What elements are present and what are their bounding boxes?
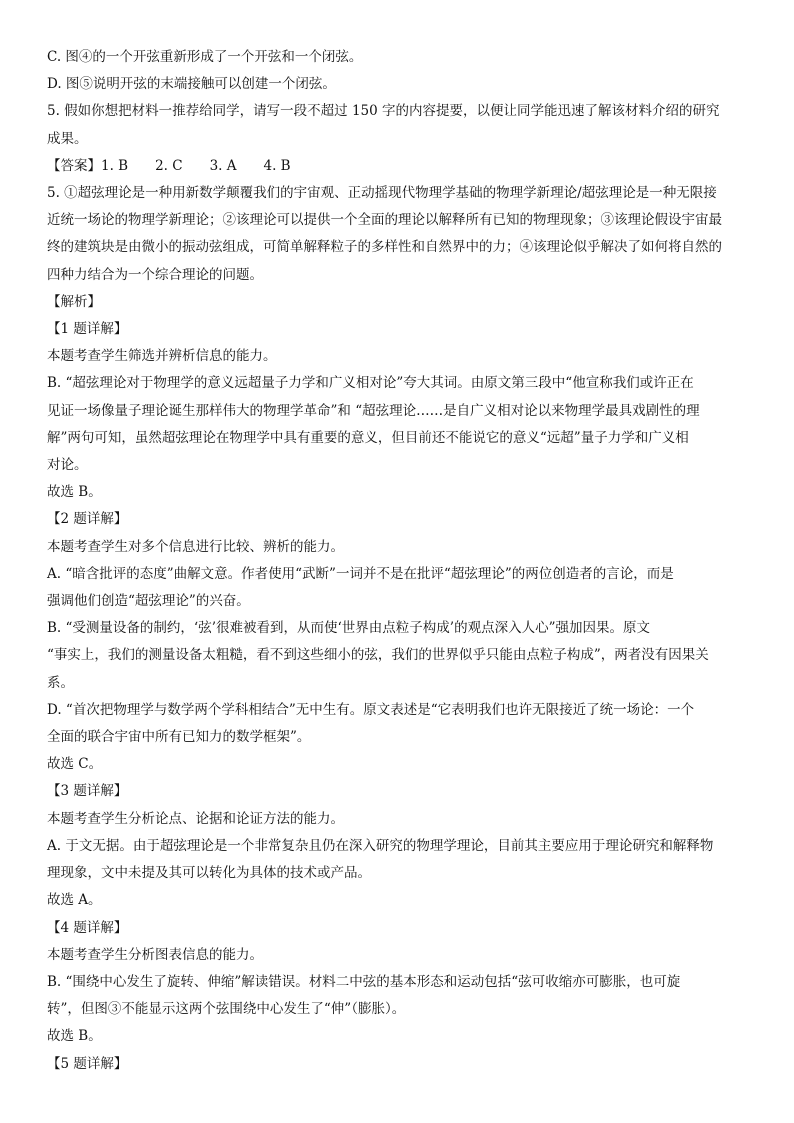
answer-5-line: 终的建筑块是由微小的振动弦组成，可简单解释粒子的多样性和自然界中的力；④该理论似乎解决了如何将自然的 [47, 239, 722, 256]
section-2-text: A. “暗含批评的态度”曲解文意。作者使用“武断”一词并不是在批评“超弦理论”的两位创造者的言论，而是 [47, 565, 674, 582]
option-c-line: C. 图④的一个开弦重新形成了一个开弦和一个闭弦。 [47, 49, 363, 65]
section-4-text: 本题考查学生分析图表信息的能力。 [47, 946, 263, 963]
option-d-line: D. 图⑤说明开弦的末端接触可以创建一个闭弦。 [47, 76, 336, 93]
section-2-text: 系。 [47, 674, 74, 691]
section-5-heading: 【5 题详解】 [47, 1055, 128, 1072]
section-1-heading: 【1 题详解】 [47, 321, 128, 338]
section-2-choice: 故选 C。 [47, 756, 103, 773]
answer-5-line: 5. ①超弦理论是一种用新数学颠覆我们的宇宙观、正动摇现代物理学基础的物理学新理论/超弦理论是一种无限接 [47, 185, 717, 202]
section-4-text: 转”，但图③不能显示这两个弦围绕中心发生了“伸”（膨胀）。 [47, 1001, 406, 1018]
section-2-text: B. “受测量设备的制约，‘弦’很难被看到，从而使‘世界由点粒子构成’的观点深入人心”强加因果。原文 [47, 620, 650, 637]
section-4-choice: 故选 B。 [47, 1028, 102, 1045]
analysis-heading: 【解析】 [47, 293, 101, 310]
section-1-text: 见证一场像量子理论诞生那样伟大的物理学革命”和 “超弦理论……是自广义相对论以来物理学最具戏剧性的理 [47, 402, 700, 419]
section-1-text: B. “超弦理论对于物理学的意义远超量子力学和广义相对论”夸大其词。由原文第三段中“他宣称我们或许正在 [47, 375, 694, 392]
section-1-text: 解”两句可知，虽然超弦理论在物理学中具有重要的意义，但目前还不能说它的意义“远超”量子力学和广义相 [47, 429, 689, 446]
answer-5-line: 四种力结合为一个综合理论的问题。 [47, 266, 263, 283]
section-2-text: 本题考查学生对多个信息进行比较、辨析的能力。 [47, 538, 344, 555]
question-5-line: 5. 假如你想把材料一推荐给同学，请写一段不超过 150 字的内容提要，以便让同学能迅速了解该材料介绍的研究 [47, 103, 720, 120]
section-1-text: 本题考查学生筛选并辨析信息的能力。 [47, 348, 277, 365]
section-2-text: 强调他们创造“超弦理论”的兴奋。 [47, 593, 250, 610]
document-body [47, 44, 749, 1078]
section-2-heading: 【2 题详解】 [47, 511, 128, 528]
answer-5-line: 近统一场论的物理学新理论；②该理论可以提供一个全面的理论以解释所有已知的物理现象；③该理论假设宇宙最 [47, 212, 722, 229]
section-4-text: B. “围绕中心发生了旋转、伸缩”解读错误。材料二中弦的基本形态和运动包括“弦可收缩亦可膨胀，也可旋 [47, 973, 681, 990]
answer-key-line: 【答案】1. B 2. C 3. A 4. B [47, 157, 291, 174]
section-3-text: A. 于文无据。由于超弦理论是一个非常复杂且仍在深入研究的物理学理论，目前其主要应用于理论研究和解释物 [47, 837, 714, 854]
section-2-text: D. “首次把物理学与数学两个学科相结合”无中生有。原文表述是“它表明我们也许无限接近了统一场论：一个 [47, 701, 695, 718]
section-4-heading: 【4 题详解】 [47, 919, 128, 936]
question-5-line: 成果。 [47, 130, 88, 147]
section-1-choice: 故选 B。 [47, 484, 102, 501]
section-3-choice: 故选 A。 [47, 892, 102, 909]
section-1-text: 对论。 [47, 457, 88, 474]
section-3-text: 本题考查学生分析论点、论据和论证方法的能力。 [47, 810, 344, 827]
section-3-heading: 【3 题详解】 [47, 783, 128, 800]
section-2-text: “事实上，我们的测量设备太粗糙，看不到这些细小的弦，我们的世界似乎只能由点粒子构成”，两者没有因果关 [47, 647, 709, 664]
section-2-text: 全面的联合宇宙中所有已知力的数学框架”。 [47, 729, 311, 746]
section-3-text: 理现象，文中未提及其可以转化为具体的技术或产品。 [47, 865, 371, 882]
